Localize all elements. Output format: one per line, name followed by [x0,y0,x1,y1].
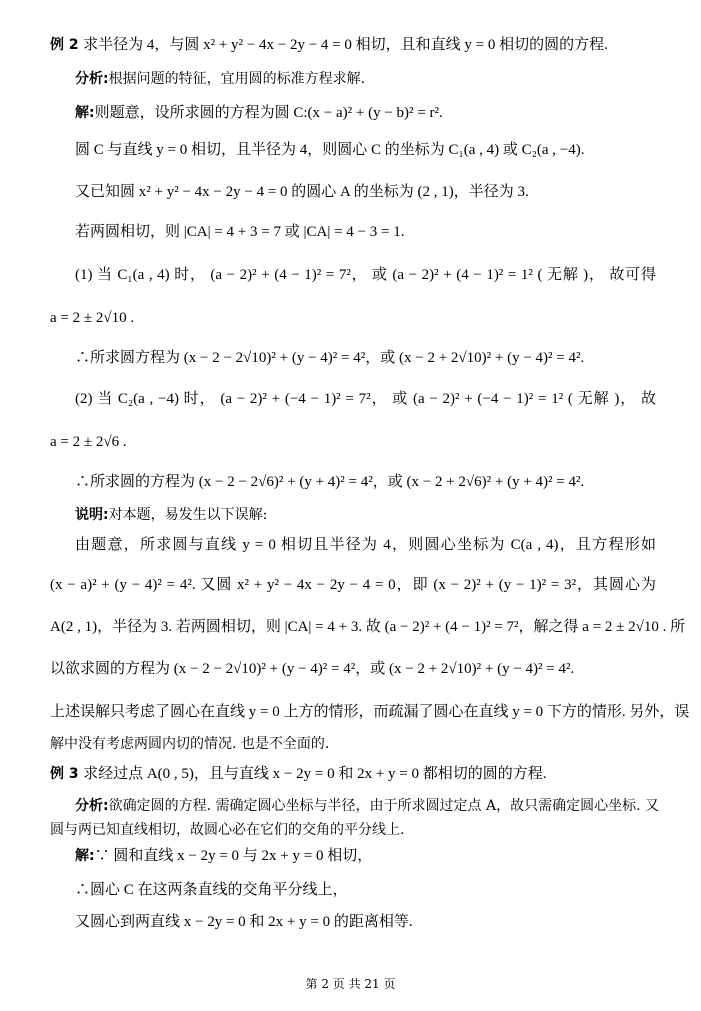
line-text: 求经过点 A(0 , 5)，且与直线 x − 2y = 0 和 2x + y = 0 都相切的圆的方程. [83,766,547,782]
text-line: (2) 当 C₂(a , −4) 时， (a − 2)² + (−4 − 1)² = 7²， 或 (a − 2)² + (−4 − 1)² = 1² ( 无解 )， 故 [75,391,656,407]
text-line: A(2 , 1)，半径为 3. 若两圆相切，则 |CA| = 4 + 3. 故 (a − 2)² + (4 − 1)² = 7²，解之得 a = 2 ± 2√10 . 所 [50,619,686,635]
text-line: ∴所求圆的方程为 (x − 2 − 2√6)² + (y + 4)² = 4²，或 (x − 2 + 2√6)² + (y + 4)² = 4². [75,474,585,490]
line-text: 则题意，设所求圆的方程为圆 C:(x − a)² + (y − b)² = r². [94,105,443,121]
text-line: (1) 当 C₁(a , 4) 时， (a − 2)² + (4 − 1)² = 7²， 或 (a − 2)² + (4 − 1)² = 1² ( 无解 )， 故可得 [75,267,656,283]
text-line: (x − a)² + (y − 4)² = 4². 又圆 x² + y² − 4x − 2y − 4 = 0，即 (x − 2)² + (y − 1)² = 3²，其圆心为 [50,577,656,593]
line-text: 欲确定圆的方程. 需确定圆心坐标与半径，由于所求圆过定点 A，故只需确定圆心坐标. 又 [108,798,659,814]
solution-line [75,103,656,123]
line-text: 求半径为 4，与圆 x² + y² − 4x − 2y − 4 = 0 相切，且和直线 y = 0 相切的圆的方程. [83,37,608,53]
line-text: 对本题，易发生以下误解: [108,507,268,523]
text-line: 又圆心到两直线 x − 2y = 0 和 2x + y = 0 的距离相等. [75,914,413,930]
line-text: 根据问题的特征，宜用圆的标准方程求解. [108,71,366,87]
example-2-title [50,35,656,55]
example-label: 例 2 [50,37,79,53]
text-line: 由题意，所求圆与直线 y = 0 相切且半径为 4，则圆心坐标为 C(a , 4)，且方程形如 [75,537,656,553]
text-line: a = 2 ± 2√6 . [50,434,127,450]
analysis-line [75,796,659,816]
text-line: ∴圆心 C 在这两条直线的交角平分线上， [75,882,348,898]
page-number: 第 2 页 共 21 页 [305,977,396,991]
solution-label: 解: [75,105,95,121]
text-line: 圆与两已知直线相切，故圆心必在它们的交角的平分线上. [50,822,405,838]
text-line: 又已知圆 x² + y² − 4x − 2y − 4 = 0 的圆心 A 的坐标为 (2 , 1)，半径为 3. [75,184,529,200]
text-line: a = 2 ± 2√10 . [50,310,135,326]
line-text: ∵ 圆和直线 x − 2y = 0 与 2x + y = 0 相切， [94,848,373,864]
analysis-label: 分析: [75,71,109,87]
note-line [75,505,656,525]
analysis-label: 分析: [75,798,109,814]
analysis-line [75,69,656,89]
solution-line [75,846,656,866]
text-line: 以欲求圆的方程为 (x − 2 − 2√10)² + (y − 4)² = 4²，或 (x − 2 + 2√10)² + (y − 4)² = 4². [50,661,575,677]
example-3-title [50,764,656,784]
example-label: 例 3 [50,766,79,782]
note-label: 说明: [75,507,109,523]
solution-label: 解: [75,848,95,864]
text-line: ∴所求圆方程为 (x − 2 − 2√10)² + (y − 4)² = 4²，或 (x − 2 + 2√10)² + (y − 4)² = 4². [75,350,585,366]
text-line: 上述误解只考虑了圆心在直线 y = 0 上方的情形，而疏漏了圆心在直线 y = 0 下方的情形. 另外，误 [50,704,690,720]
text-line: 若两圆相切，则 |CA| = 4 + 3 = 7 或 |CA| = 4 − 3 = 1. [75,224,405,240]
text-line: 解中没有考虑两圆内切的情况. 也是不全面的. [50,736,330,752]
text-line: 圆 C 与直线 y = 0 相切，且半径为 4，则圆心 C 的坐标为 C₁(a , 4) 或 C₂(a , −4). [75,142,585,158]
